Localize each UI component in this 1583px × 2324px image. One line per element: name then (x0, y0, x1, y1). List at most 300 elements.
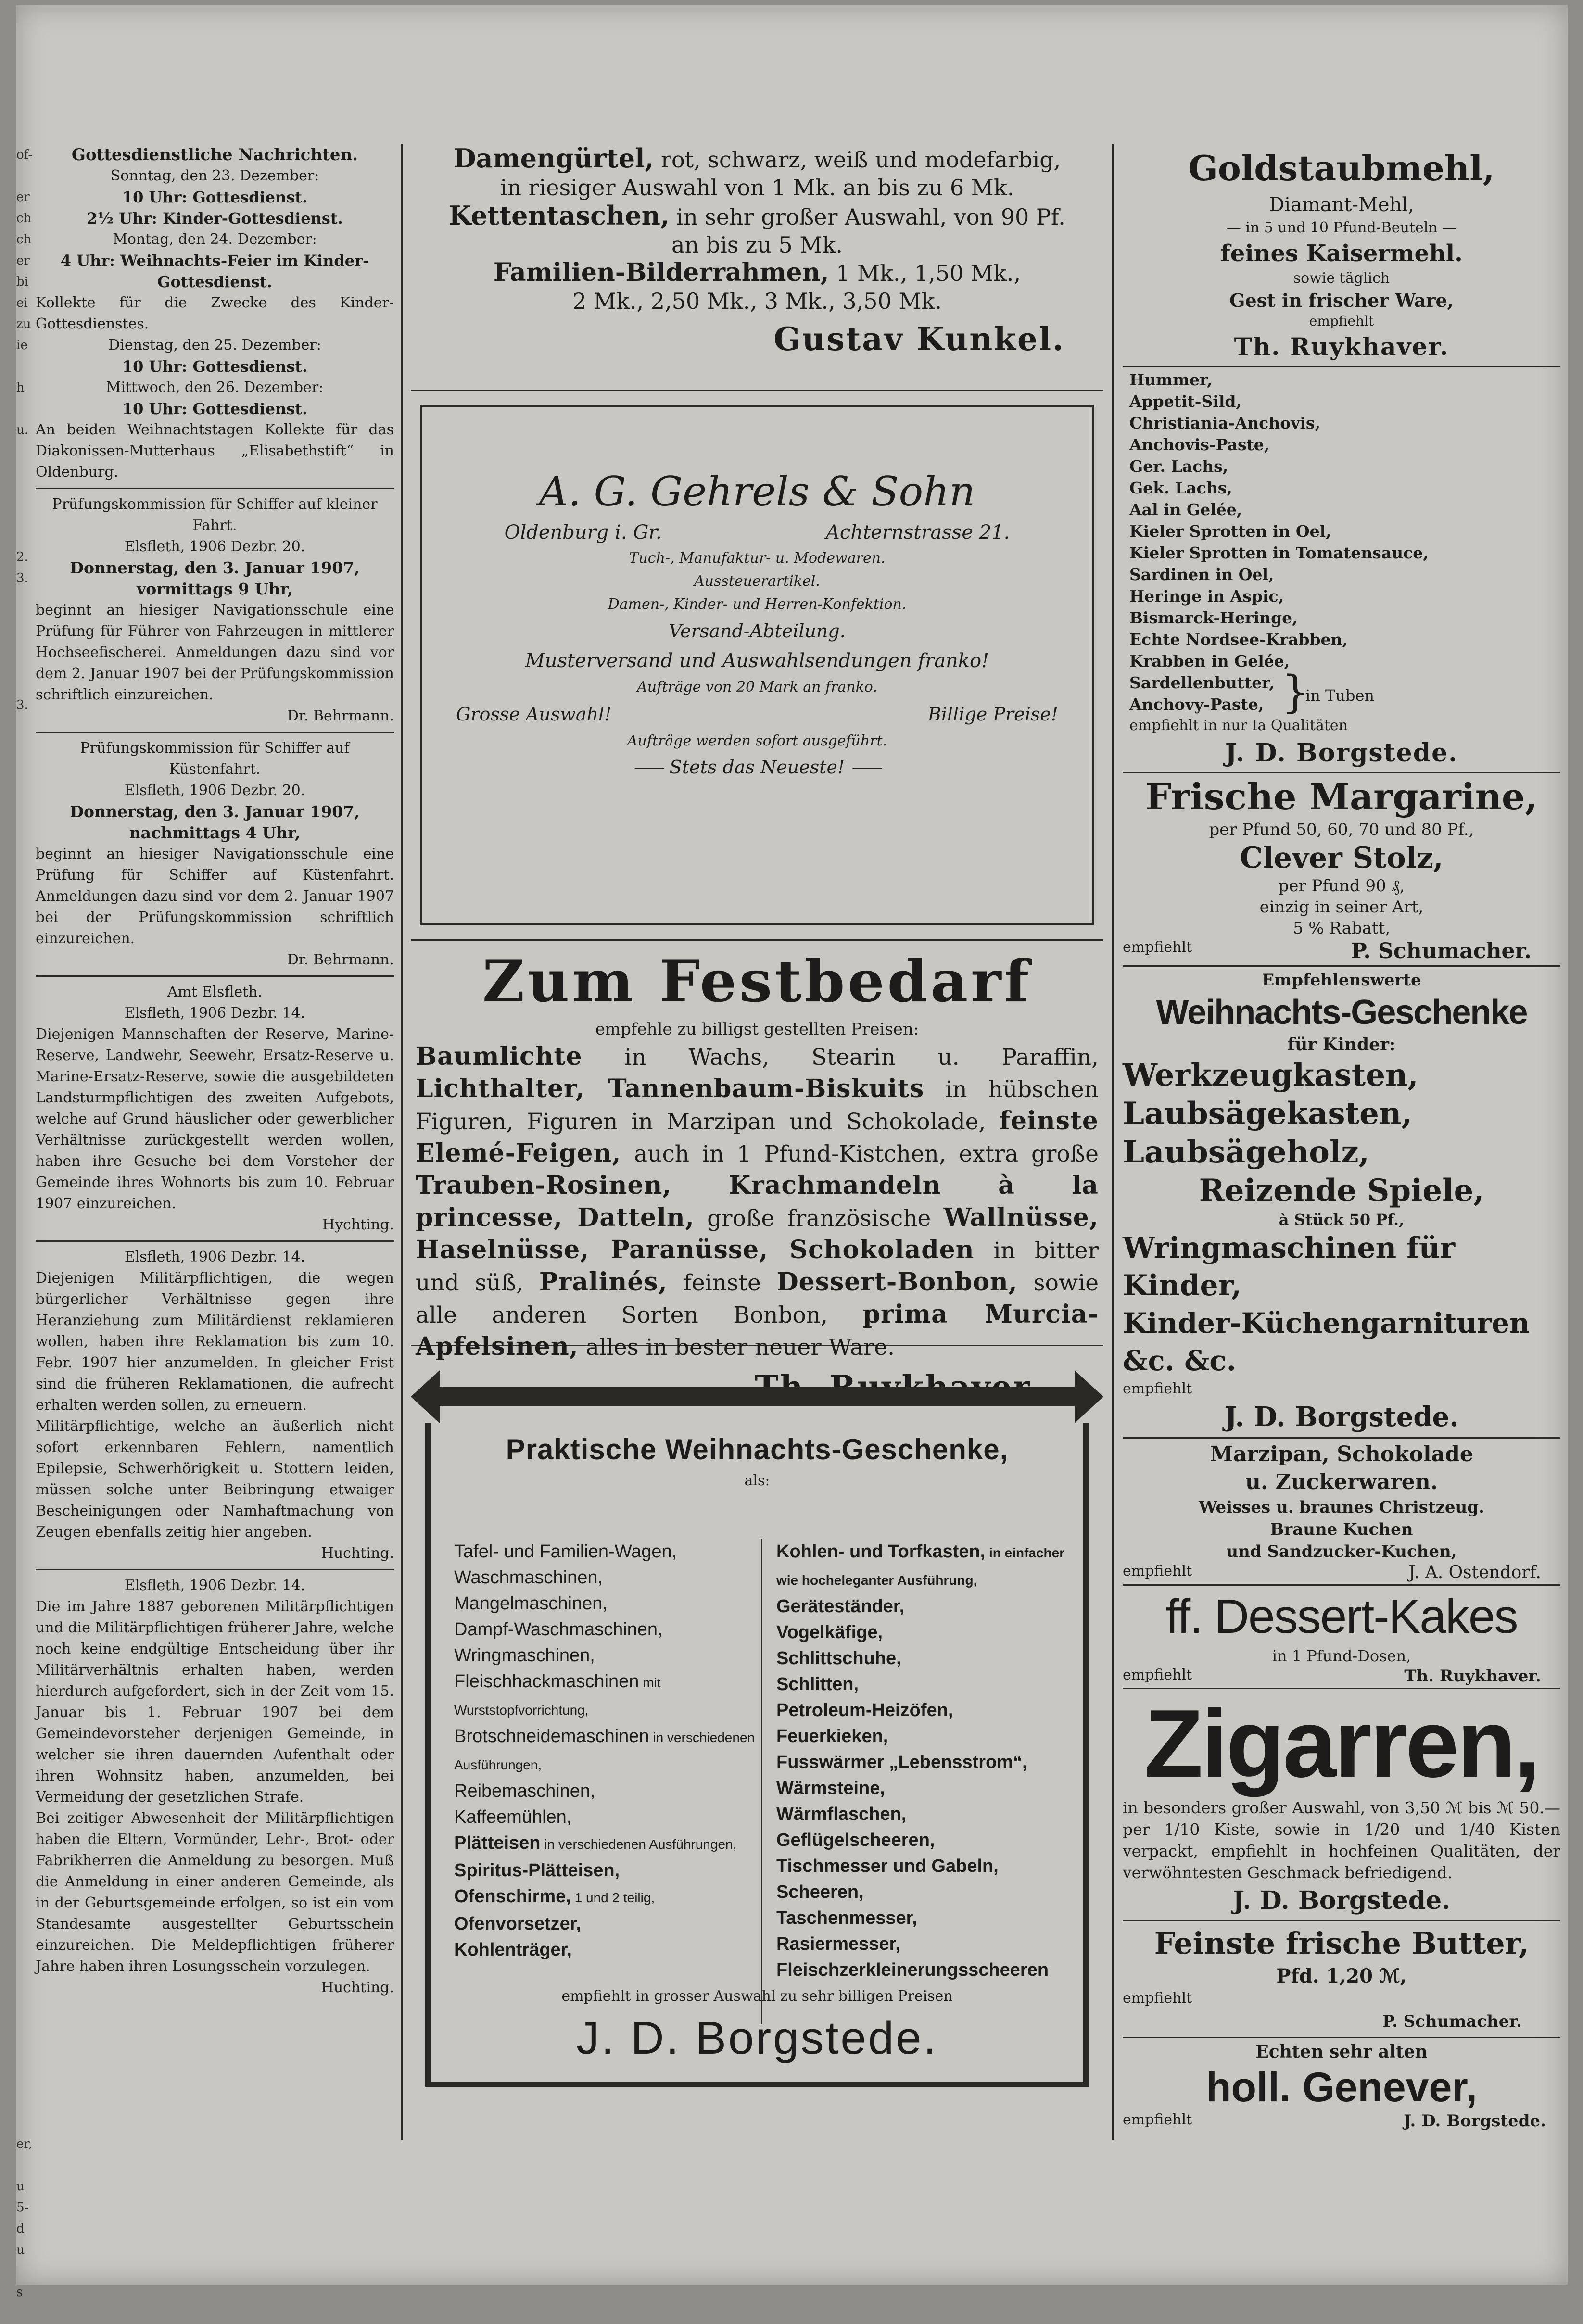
ad-margarine (1123, 775, 1560, 963)
ad-text: 1 Mk., 1,50 Mk., (829, 260, 1021, 286)
ad-text: feines Kaisermehl. (1220, 240, 1463, 267)
cut-off-fragment (16, 1478, 33, 1499)
ad-item-bold: Damengürtel, (453, 143, 654, 174)
ad-item-bold: Reizende Spiele, (1199, 1173, 1484, 1209)
product-item (776, 1775, 1084, 1801)
product-name: Vogelkäfige, (776, 1622, 883, 1642)
product-name: Wringmaschinen, (454, 1645, 595, 1666)
fish-item: Ger. Lachs, (1129, 457, 1228, 476)
cut-off-fragment (16, 610, 33, 631)
divider (1123, 1437, 1560, 1439)
ad-text: Musterversand und Auswahlsendungen franko! (525, 650, 989, 672)
ad-text: an bis zu 5 Mk. (671, 232, 843, 258)
fish-item: Sardinen in Oel, (1129, 565, 1274, 584)
ad-text: Weisses u. braunes Christzeug. (1199, 1498, 1484, 1517)
ad-item-bold: Kinder-Küchengarnituren &c. &c. (1123, 1307, 1530, 1377)
divider (1123, 1584, 1560, 1586)
cut-off-fragment: ie (16, 338, 28, 353)
product-name: Rasiermesser, (776, 1934, 900, 1954)
product-item (776, 1619, 1084, 1645)
fish-list (1123, 369, 1560, 718)
ad-headline: Goldstaubmehl, (1188, 148, 1495, 189)
ad-item-bold: Lichthalter, Tannenbaum-Biskuits (416, 1074, 924, 1103)
product-item (454, 1565, 762, 1591)
fish-item: Hummer, (1129, 370, 1213, 389)
cut-off-fragment: zu (16, 317, 31, 331)
ad-body (411, 1041, 1103, 1363)
ad-text: — in 5 und 10 Pfund-Beuteln — (1226, 219, 1457, 236)
cut-off-left-column (16, 144, 33, 2299)
cut-off-fragment: bi (16, 275, 28, 289)
product-item (776, 1853, 1084, 1879)
fish-item: Anchovis-Paste, (1129, 435, 1270, 454)
office-heading: Amt Elsfleth. (167, 984, 263, 1000)
fish-item: Kieler Sprotten in Tomatensauce, (1129, 543, 1429, 562)
notice-signature: Huchting. (321, 1979, 394, 1996)
ad-text: empfiehlt (1123, 939, 1192, 956)
church-notice-line: Mittwoch, den 26. Dezember: (106, 379, 324, 396)
ad-text: Damen-, Kinder- und Herren-Konfektion. (608, 596, 907, 613)
divider (1123, 1688, 1560, 1689)
fish-item: Sardellenbutter, (1129, 673, 1275, 692)
product-list-right (776, 1539, 1084, 1983)
ad-firm-name: Th. Ruykhaver. (1404, 1667, 1541, 1686)
ad-text: in riesiger Auswahl von 1 Mk. an bis zu 6 Mk. (500, 175, 1014, 201)
cut-off-fragment (16, 673, 33, 695)
ad-firm-name: P. Schumacher. (1382, 2012, 1522, 2031)
notice-text: Militärpflichtige, welche an äußerlich nicht sofort erkennbaren Fehlern, namentlich Epilepsie, Schwerhörigkeit u. Stottern leiden, müssen solche unter Beibringung etwaiger Bescheinigungen oder Namhaftmachung von Zeugen ebenfalls zeitig hier angeben. (36, 1418, 394, 1541)
product-item (454, 1857, 762, 1883)
product-name: Fleischhackmaschinen (454, 1671, 639, 1692)
ad-text: in sehr großer Auswahl, von 90 Pf. (669, 204, 1065, 230)
product-name: Scheeren, (776, 1882, 864, 1902)
product-name: Waschmaschinen, (454, 1567, 603, 1588)
cut-off-fragment (16, 356, 33, 377)
ad-item-bold: Wringmaschinen für Kinder, (1123, 1231, 1456, 1302)
product-name: Taschenmesser, (776, 1908, 917, 1928)
cut-off-fragment (16, 843, 33, 864)
notice-text: Diejenigen Mannschaften der Reserve, Marine-Reserve, Landwehr, Seewehr, Ersatz-Reserve u. Marine-Ersatz-Reserve, sowie die ausgebildeten Landsturmpflichtigen des zweiten Aufgebots, welche auf Grund häuslicher oder gewerblicher Verhältnisse zurückgestellt werden wollen, haben ihre Gesuche bei dem Vorsteher der Gemeinde ihres Wohnorts bis zum 10. Februar 1907 einzureichen. (36, 1026, 394, 1212)
ad-text: empfiehlt (1123, 1667, 1192, 1683)
church-notice-line: 10 Uhr: Gottesdienst. (122, 400, 308, 418)
ad-text: empfiehlt (1309, 313, 1374, 329)
cut-off-fragment: 3. (16, 571, 28, 585)
ad-firm-name: J. A. Ostendorf. (1408, 1563, 1541, 1582)
cut-off-fragment (16, 1583, 33, 1604)
cut-off-fragment (16, 1774, 33, 1795)
product-name: Mangelmaschinen, (454, 1593, 608, 1614)
product-item (776, 1593, 1084, 1619)
cut-off-fragment (16, 1456, 33, 1478)
ad-text: empfiehlt in nur Ia Qualitäten (1129, 717, 1348, 734)
cut-off-fragment (16, 1795, 33, 1816)
ad-fish-delicacies (1123, 369, 1560, 770)
ad-headline: Weihnachts-Geschenke (1156, 993, 1527, 1032)
divider (36, 732, 394, 733)
cut-off-fragment: u (16, 2179, 25, 2194)
cut-off-fragment (16, 1012, 33, 1033)
exam-date: Donnerstag, den 3. Januar 1907, vormittags 9 Uhr, (70, 558, 360, 598)
product-item (454, 1539, 762, 1565)
ad-firm-name: J. D. Borgstede. (576, 2012, 938, 2064)
ad-city: Oldenburg i. Gr. (504, 521, 662, 543)
ad-text: empfiehlt in grosser Auswahl zu sehr billigen Preisen (561, 1988, 953, 2005)
cut-off-fragment (16, 1880, 33, 1901)
product-item (454, 1830, 762, 1857)
ad-item-bold: Laubsägekasten, (1123, 1096, 1412, 1132)
notice-place-date: Elsfleth, 1906 Dezbr. 14. (124, 1005, 305, 1022)
product-name: Wärmflaschen, (776, 1804, 907, 1824)
ad-text: in 1 Pfund-Dosen, (1272, 1647, 1411, 1665)
product-note: in verschiedenen Ausführungen, (540, 1837, 737, 1852)
cut-off-fragment (16, 483, 33, 504)
ad-text: Tuch-, Manufaktur- u. Modewaren. (629, 550, 886, 567)
product-note: mit Wurststopfvorrichtung, (454, 1675, 661, 1718)
cut-off-fragment (16, 1731, 33, 1753)
cut-off-fragment (16, 1816, 33, 1837)
ad-text: per Pfund 50, 60, 70 und 80 Pf., (1209, 820, 1474, 839)
cut-off-fragment (16, 1901, 33, 1922)
ad-firm-name: J. D. Borgstede. (1224, 1401, 1459, 1433)
cut-off-fragment (16, 1160, 33, 1181)
notice-signature: Hychting. (322, 1216, 394, 1233)
ad-firm-name: Th. Ruykhaver. (1234, 332, 1449, 361)
ad-text: alles in bester neuer Ware. (578, 1334, 895, 1361)
product-item (454, 1883, 762, 1911)
cut-off-fragment: u (16, 2243, 25, 2257)
ad-text: empfiehlt (1123, 1563, 1192, 1579)
church-notice-line: 10 Uhr: Gottesdienst. (122, 188, 308, 206)
cut-off-fragment (16, 1181, 33, 1202)
product-name: Ofenschirme, (454, 1886, 571, 1907)
ad-item-bold: Baumlichte (416, 1042, 583, 1071)
cut-off-fragment (16, 441, 33, 462)
ad-firm-name: Gustav Kunkel. (773, 320, 1065, 358)
ad-praktische-geschenke (411, 1361, 1103, 2092)
ad-text: Billige Preise! (927, 704, 1058, 725)
ad-text: Diamant-Mehl, (1269, 194, 1414, 216)
cut-off-fragment (16, 1985, 33, 2007)
product-name: Reibemaschinen, (454, 1781, 595, 1801)
product-item (776, 1749, 1084, 1775)
cut-off-fragment (16, 1435, 33, 1456)
cut-off-fragment (16, 462, 33, 483)
ad-text: à Stück 50 Pf., (1279, 1211, 1405, 1229)
ornament-icon: ⸺ (845, 757, 882, 778)
cut-off-fragment (16, 1604, 33, 1626)
notice-place-date: Elsfleth, 1906 Dezbr. 20. (124, 538, 305, 555)
ad-firm-name: J. D. Borgstede. (1232, 1886, 1451, 1915)
cut-off-fragment: of- (16, 148, 33, 162)
ad-gehrels (420, 405, 1094, 925)
product-item (776, 1539, 1084, 1593)
cut-off-fragment (16, 1626, 33, 1647)
divider (36, 975, 394, 977)
cut-off-fragment (16, 1964, 33, 1985)
ad-festbedarf (411, 946, 1103, 1361)
ad-headline: ff. Dessert-Kakes (1165, 1590, 1518, 1643)
ad-text: Gest in frischer Ware, (1229, 290, 1454, 311)
fish-item: Anchovy-Paste, (1129, 695, 1264, 714)
ad-text: einzig in seiner Art, (1259, 897, 1424, 917)
product-name: Tafel- und Familien-Wagen, (454, 1541, 677, 1562)
cut-off-fragment: 3. (16, 698, 28, 712)
cut-off-fragment: 2. (16, 550, 28, 564)
ad-dessert-kakes (1123, 1588, 1560, 1686)
church-notice-line: 10 Uhr: Gottesdienst. (122, 357, 308, 376)
cut-off-fragment (16, 1033, 33, 1054)
product-item (776, 1801, 1084, 1827)
ad-text: Braune Kuchen (1270, 1520, 1413, 1539)
product-item (454, 1937, 762, 1963)
cut-off-fragment (16, 970, 33, 991)
ad-item-bold: feinste Elemé-Feigen, (416, 1106, 1099, 1168)
cut-off-fragment (16, 927, 33, 948)
ad-headline: Praktische Weihnachts-Geschenke, (506, 1433, 1009, 1465)
church-notice-line: 2½ Uhr: Kinder-Gottesdienst. (87, 209, 343, 227)
cut-off-fragment (16, 1647, 33, 1668)
ad-text: Aufträge von 20 Mark an franko. (637, 679, 877, 695)
cut-off-fragment: d (16, 2222, 25, 2236)
ad-text: auch in 1 Pfund-Kistchen, extra große (621, 1141, 1099, 1167)
ad-text: empfiehlt (1123, 1380, 1192, 1397)
fish-item: Aal in Gelée, (1129, 500, 1242, 519)
ad-marzipan (1123, 1440, 1560, 1582)
ad-text: Empfehlenswerte (1262, 971, 1421, 990)
fish-item: Bismarck-Heringe, (1129, 608, 1298, 627)
cut-off-fragment (16, 821, 33, 843)
cut-off-fragment (16, 2112, 33, 2134)
product-name: Ofenvorsetzer, (454, 1914, 581, 1934)
church-notice-line: 4 Uhr: Weihnachts-Feier im Kinder-Gottesdienst. (60, 252, 369, 291)
ad-headline: Feinste frische Butter, (1154, 1926, 1529, 1961)
ad-text: Stets das Neueste! (669, 757, 845, 778)
church-notice-line: Montag, den 24. Dezember: (113, 231, 317, 248)
product-item (454, 1723, 762, 1778)
ad-gustav-kunkel (411, 144, 1103, 385)
notice-signature: Dr. Behrmann. (287, 707, 394, 724)
divider (1123, 772, 1560, 773)
ad-text: Clever Stolz, (1240, 841, 1444, 875)
ad-text: sowie täglich (1293, 270, 1390, 287)
cut-off-fragment: ch (16, 211, 32, 226)
cut-off-fragment (16, 1393, 33, 1414)
cut-off-fragment (16, 1858, 33, 1880)
product-name: Brotschneidemaschinen (454, 1726, 649, 1746)
ad-text: rot, schwarz, weiß und modefarbig, (654, 147, 1061, 173)
cut-off-fragment (16, 1139, 33, 1160)
cut-off-fragment (16, 525, 33, 546)
ads-column-middle (411, 144, 1103, 2140)
product-name: Schlittschuhe, (776, 1648, 901, 1668)
ad-text: Grosse Auswahl! (456, 704, 612, 725)
cut-off-fragment (16, 1266, 33, 1287)
divider (411, 390, 1103, 391)
newspaper-page (16, 5, 1568, 2299)
ad-text: in hübschen Figuren, Figuren in Marzipan und Schokolade, (416, 1076, 1099, 1135)
cut-off-fragment: er, (16, 2137, 33, 2151)
notice-signature: Huchting. (321, 1545, 394, 1562)
notice-place-date: Elsfleth, 1906 Dezbr. 14. (124, 1577, 305, 1594)
cut-off-fragment (16, 1054, 33, 1075)
cut-off-fragment (16, 1520, 33, 1541)
ad-item-bold: Wallnüsse, Haselnüsse, Paranüsse, Schokoladen (416, 1203, 1099, 1264)
product-item (776, 1697, 1084, 1723)
cut-off-fragment (16, 800, 33, 821)
product-name: Kohlenträger, (454, 1940, 572, 1960)
fish-item: Krabben in Gelée, (1129, 652, 1290, 670)
cut-off-fragment (16, 1329, 33, 1351)
fish-item: Echte Nordsee-Krabben, (1129, 630, 1348, 649)
cut-off-fragment (16, 165, 33, 187)
cut-off-fragment (16, 1499, 33, 1520)
ad-text: in besonders großer Auswahl, von 3,50 ℳ bis ℳ 50.— per 1/10 Kiste, sowie in 1/20 und 1/40 Kisten verpackt, empfiehlt in hochfeinen Qualitäten, der verwöhntesten Geschmack befriedigend. (1123, 1798, 1560, 1882)
product-item (776, 1957, 1084, 1983)
product-name: Kaffeemühlen, (454, 1807, 572, 1827)
ad-headline: holl. Genever, (1206, 2064, 1477, 2110)
notice-text: Die im Jahre 1887 geborenen Militärpflichtigen und die Militärpflichtigen früherer Jahre, welche noch keine endgültige Entscheidung über ihr Militärverhältnis erhalten haben, werden hierdurch aufgefordert, sich in der Zeit vom 15. Januar bis 1. Februar 1907 bei dem Gemeindevorsteher derjenigen Gemeinde, in welcher sie ihren dauernden Aufenthalt oder ihren Wohnsitz haben, anzumelden, bei Vermeidung der gesetzlichen Strafe. (36, 1598, 394, 1806)
ad-text: in bitter und süß, (416, 1238, 1099, 1296)
divider (411, 939, 1103, 941)
ad-zigarren (1123, 1691, 1560, 1918)
cut-off-fragment (16, 716, 33, 737)
ad-item-bold: Werkzeugkasten, (1123, 1057, 1418, 1093)
cut-off-fragment: er (16, 253, 30, 268)
cut-off-fragment (16, 2261, 33, 2282)
cut-off-fragment: ei (16, 296, 28, 310)
fish-item: Kieler Sprotten in Oel, (1129, 522, 1331, 541)
notice-text: beginnt an hiesiger Navigationsschule eine Prüfung für Schiffer auf Küstenfahrt. Anmeldungen dazu sind vor dem 2. Januar 1907 bei der Prüfungskommission schriftlich einzureichen. (36, 846, 394, 947)
product-list-left (454, 1539, 762, 1963)
product-name: Fleischzerkleinerungsscheeren (776, 1960, 1049, 1980)
cut-off-fragment (16, 1943, 33, 1964)
divider (1123, 366, 1560, 367)
ad-text: Versand-Abteilung. (669, 620, 846, 642)
notice-text: Diejenigen Militärpflichtigen, die wegen bürgerlicher Verhältnisse gegen ihre Heranziehung zum Militärdienst reklamieren wollen, haben ihre Reklamation bis zum 10. Febr. 1907 hier anzumelden. In gleicher Frist sind die früheren Reklamationen, die aufrecht erhalten werden sollen, zu erneuern. (36, 1270, 394, 1414)
ad-text: 2 Mk., 2,50 Mk., 3 Mk., 3,50 Mk. (572, 288, 942, 314)
cut-off-fragment (16, 1075, 33, 1097)
ad-item-bold: Familien-Bilderrahmen, (493, 258, 829, 287)
cut-off-fragment: 5- (16, 2200, 29, 2215)
cut-off-fragment (16, 885, 33, 906)
ad-genever (1123, 2040, 1560, 2131)
ad-firm-name: J. D. Borgstede. (1225, 738, 1458, 768)
product-name: Wärmsteine, (776, 1778, 885, 1798)
ad-subline: empfehle zu billigst gestellten Preisen: (595, 1020, 919, 1039)
product-item (776, 1879, 1084, 1905)
church-notice-title: Gottesdienstliche Nachrichten. (71, 145, 358, 164)
product-item (776, 1723, 1084, 1749)
notice-place-date: Elsfleth, 1906 Dezbr. 14. (124, 1249, 305, 1265)
ad-weihnachts-geschenke-kinder (1123, 969, 1560, 1435)
product-name: Geräteständer, (776, 1596, 905, 1617)
church-notice-line: Dienstag, den 25. Dezember: (108, 337, 321, 354)
ad-text: Aussteuerartikel. (694, 573, 820, 590)
product-item (454, 1642, 762, 1668)
ad-text: und Sandzucker-Kuchen, (1226, 1542, 1457, 1561)
ad-item-bold: Laubsägeholz, (1123, 1134, 1369, 1170)
cut-off-fragment (16, 1710, 33, 1731)
divider (1123, 965, 1560, 967)
ad-text: große französische (694, 1205, 944, 1232)
church-notice-line: Sonntag, den 23. Dezember: (110, 167, 319, 184)
ad-text: 5 % Rabatt, (1292, 919, 1391, 938)
ad-goldstaubmehl (1123, 144, 1560, 364)
cut-off-fragment (16, 1689, 33, 1710)
fish-item: Christiania-Anchovis, (1129, 414, 1320, 432)
product-name: Schlitten, (776, 1674, 859, 1694)
cut-off-fragment (16, 1668, 33, 1689)
product-item (454, 1617, 762, 1642)
product-name: Feuerkieken, (776, 1726, 888, 1746)
product-item (776, 1931, 1084, 1957)
cut-off-fragment (16, 758, 33, 779)
cut-off-fragment (16, 1245, 33, 1266)
cut-off-fragment (16, 948, 33, 970)
product-item (454, 1591, 762, 1617)
cut-off-fragment (16, 1351, 33, 1372)
product-item (454, 1911, 762, 1937)
cut-off-fragment (16, 1118, 33, 1139)
notice-text: Bei zeitiger Abwesenheit der Militärpflichtigen haben die Eltern, Vormünder, Lehr-, Brot- oder Fabrikherren die Anmeldung zu besorgen. Muß die Anmeldung in einer anderen Gemeinde, als in der Geburtsgemeinde erfolgen, so ist ein vom Standesamte ausgestellter Geburtsschein einzureichen. Die Meldepflichtigen früherer Jahre haben ihren Losungsschein vorzulegen. (36, 1810, 394, 1975)
column-divider (1112, 144, 1114, 2140)
divider (36, 1240, 394, 1242)
ad-text: sowie alle anderen Sorten Bonbon, (416, 1270, 1099, 1328)
ad-item-bold: Trauben-Rosinen, Krachmandeln à la princesse, Datteln, (416, 1171, 1099, 1232)
ad-text: als: (744, 1472, 770, 1489)
ad-headline: Zum Festbedarf (482, 947, 1032, 1015)
cut-off-fragment (16, 2049, 33, 2070)
ad-firm-name: J. D. Borgstede. (1404, 2111, 1546, 2131)
product-item (454, 1804, 762, 1830)
ad-text: Aufträge werden sofort ausgeführt. (627, 733, 887, 749)
notice-text: beginnt an hiesiger Navigationsschule eine Prüfung für Führer von Fahrzeugen in mittlerer Hochseefischerei. Anmeldungen dazu sind vor dem 2. Januar 1907 bei der Prüfungskommission schriftlich einzureichen. (36, 602, 394, 703)
cut-off-fragment (16, 2091, 33, 2112)
exam-commission-heading: Prüfungskommission für Schiffer auf kleiner Fahrt. (52, 496, 378, 534)
cut-off-fragment (16, 2303, 33, 2324)
cut-off-fragment: s (16, 2285, 23, 2299)
ad-text: empfiehlt (1123, 1990, 1192, 2007)
product-item (776, 1671, 1084, 1697)
cut-off-fragment (16, 1097, 33, 1118)
notices-column (36, 144, 394, 2140)
cut-off-fragment (16, 1308, 33, 1329)
fish-item: Gek. Lachs, (1129, 479, 1232, 497)
ad-text: in Wachs, Stearin u. Paraffin, (582, 1044, 1099, 1071)
product-name: Kohlen- und Torfkasten, (776, 1541, 986, 1562)
product-item (776, 1905, 1084, 1931)
product-item (454, 1778, 762, 1804)
church-notice-line: Kollekte für die Zwecke des Kinder-Gottesdienstes. (36, 294, 394, 332)
ad-item-bold: Pralinés, (539, 1267, 668, 1297)
ad-headline: Zigarren, (1144, 1690, 1539, 1797)
ad-item-bold: Dessert-Bonbon, (776, 1267, 1018, 1297)
church-notice-lines (36, 165, 394, 483)
cut-off-fragment (16, 1224, 33, 1245)
cut-off-fragment (16, 2007, 33, 2028)
product-note: in verschiedenen Ausführungen, (454, 1730, 755, 1772)
cut-off-fragment (16, 1837, 33, 1858)
product-name: Tischmesser und Gabeln, (776, 1856, 999, 1876)
cut-off-fragment: h (16, 380, 25, 395)
fish-item: Appetit-Sild, (1129, 392, 1241, 411)
cut-off-fragment (16, 398, 33, 419)
product-note: 1 und 2 teilig, (570, 1890, 655, 1905)
cut-off-fragment (16, 1372, 33, 1393)
cut-off-fragment (16, 1753, 33, 1774)
column-divider (401, 144, 403, 2140)
cut-off-fragment: ch (16, 232, 32, 247)
